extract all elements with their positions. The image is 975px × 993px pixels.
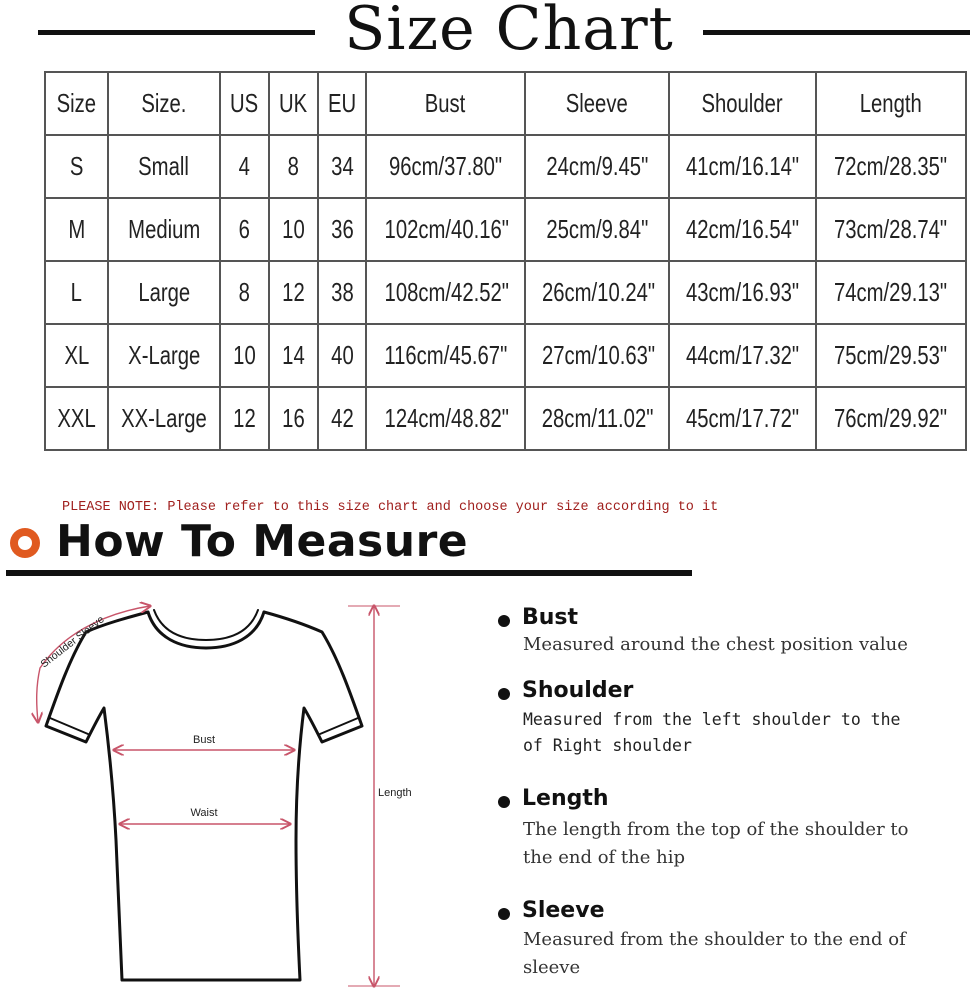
tshirt-outline [46,610,362,980]
table-cell: 12 [220,387,269,450]
header-length: Length [816,72,966,135]
table-cell: 4 [220,135,269,198]
table-cell: 74cm/29.13" [816,261,966,324]
header-shoulder: Shoulder [669,72,816,135]
measure-item-title: Length [522,786,609,811]
size-note: PLEASE NOTE: Please refer to this size chart and choose your size according to it [62,500,719,515]
table-cell: 26cm/10.24" [525,261,669,324]
table-cell: 6 [220,198,269,261]
table-cell: 42 [318,387,366,450]
how-to-measure-title: How To Measure [56,516,469,567]
header-bust: Bust [366,72,525,135]
size-table [44,71,967,451]
table-cell: 75cm/29.53" [816,324,966,387]
table-cell: 41cm/16.14" [669,135,816,198]
table-cell: Medium [108,198,220,261]
table-cell: 108cm/42.52" [366,261,525,324]
measure-item-title: Shoulder [522,678,634,703]
measure-item-title: Sleeve [522,898,605,923]
table-cell: XXL [45,387,108,450]
table-cell: 16 [269,387,318,450]
bullet-icon [498,615,510,627]
table-cell: M [45,198,108,261]
table-cell: 10 [269,198,318,261]
header-us: US [220,72,269,135]
table-cell: 10 [220,324,269,387]
table-cell: 28cm/11.02" [525,387,669,450]
header-sleeve: Sleeve [525,72,669,135]
table-cell: 45cm/17.72" [669,387,816,450]
table-cell: 124cm/48.82" [366,387,525,450]
table-cell: 25cm/9.84" [525,198,669,261]
table-cell: Small [108,135,220,198]
measure-item-body: Measured from the left shoulder to the of Right shoulder [523,710,901,755]
table-cell: 96cm/37.80" [366,135,525,198]
bullet-icon [498,908,510,920]
table-cell: 72cm/28.35" [816,135,966,198]
tshirt-diagram [0,590,470,993]
heading-underline [6,570,692,576]
title-rule-left [38,30,315,35]
table-cell: 76cm/29.92" [816,387,966,450]
table-cell: XX-Large [108,387,220,450]
table-row [45,261,966,324]
bullet-icon [498,688,510,700]
header-size: Size [45,72,108,135]
shoulder-sleeve-label: Shoulder Sleeve [38,613,107,671]
table-cell: X-Large [108,324,220,387]
table-cell: 34 [318,135,366,198]
table-row [45,135,966,198]
circle-bullet-icon [10,528,40,558]
table-cell: 40 [318,324,366,387]
table-row [45,324,966,387]
table-cell: 38 [318,261,366,324]
table-cell: 36 [318,198,366,261]
bust-label: Bust [192,734,216,746]
table-cell: 73cm/28.74" [816,198,966,261]
bullet-icon [498,796,510,808]
waist-label: Waist [190,807,218,819]
table-cell: 116cm/45.67" [366,324,525,387]
table-cell: Large [108,261,220,324]
table-cell: 14 [269,324,318,387]
table-cell: 42cm/16.54" [669,198,816,261]
table-cell: XL [45,324,108,387]
header-size-name: Size. [108,72,220,135]
table-header-row [45,72,966,135]
table-cell: 27cm/10.63" [525,324,669,387]
measure-item-body: Measured around the chest position value [523,634,908,655]
measure-item-body: Measured from the shoulder to the end of sleeve [523,929,906,978]
table-cell: 12 [269,261,318,324]
measure-item-body: The length from the top of the shoulder to the end of the hip [523,819,909,868]
size-chart-title-row [0,0,975,68]
header-eu: EU [318,72,366,135]
table-row [45,387,966,450]
how-to-measure-heading [6,518,696,574]
table-cell: 8 [269,135,318,198]
table-cell: 44cm/17.32" [669,324,816,387]
header-uk: UK [269,72,318,135]
table-cell: L [45,261,108,324]
table-cell: S [45,135,108,198]
table-cell: 8 [220,261,269,324]
measure-item-title: Bust [522,605,579,630]
table-cell: 43cm/16.93" [669,261,816,324]
table-cell: 102cm/40.16" [366,198,525,261]
title-rule-right [703,30,970,35]
table-row [45,198,966,261]
size-chart-title: Size Chart [344,0,674,64]
length-label: Length [378,787,412,799]
table-cell: 24cm/9.45" [525,135,669,198]
